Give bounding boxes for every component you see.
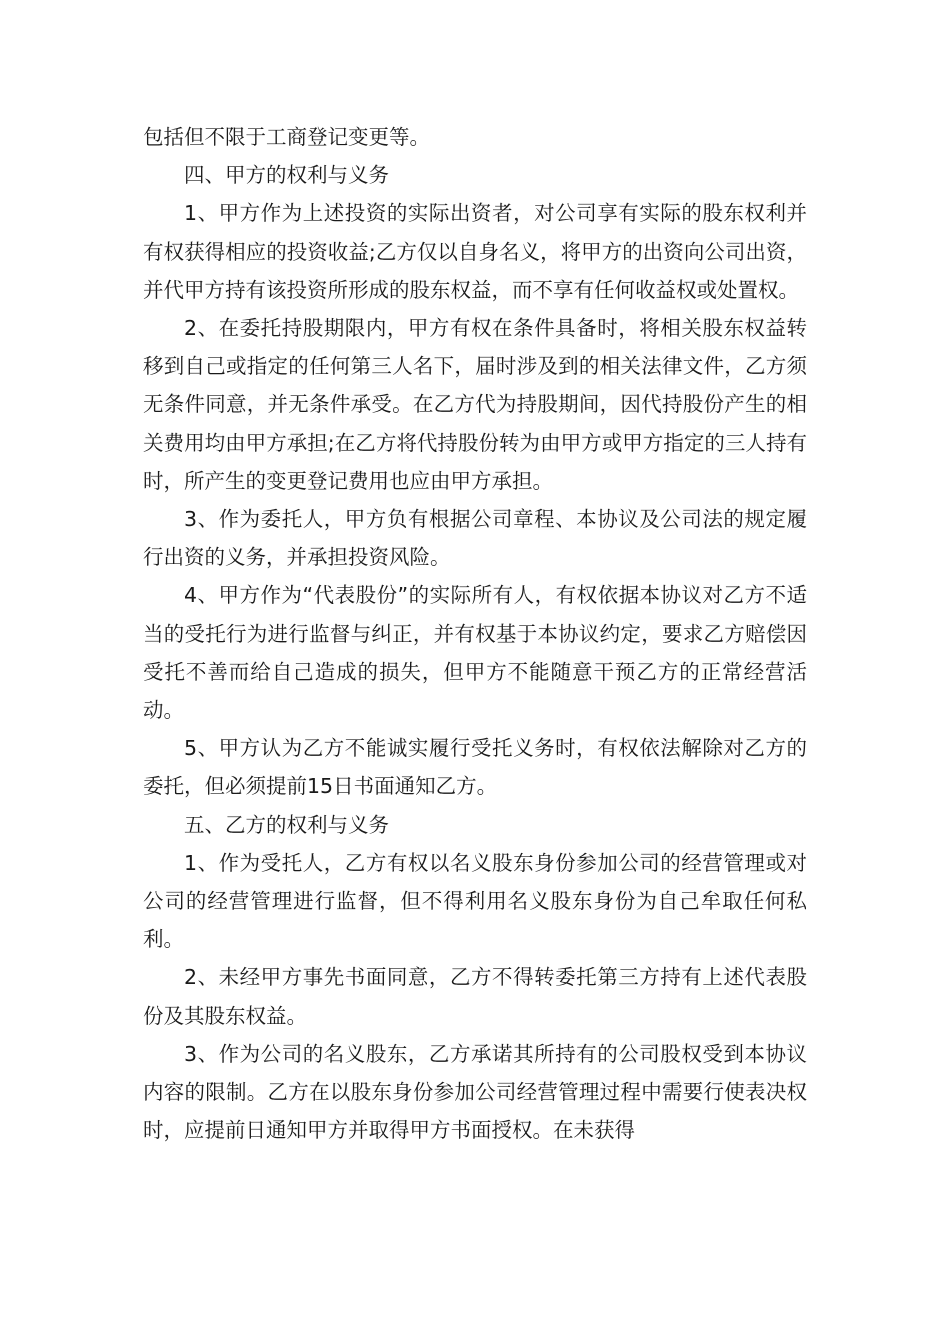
clause-a-1: 1、甲方作为上述投资的实际出资者，对公司享有实际的股东权利并有权获得相应的投资收益;乙方仅以自身名义，将甲方的出资向公司出资，并代甲方持有该投资所形成的股东权益，而不享有任何收益权或处置权。 (143, 201, 807, 302)
clause-a-4: 4、甲方作为“代表股份”的实际所有人，有权依据本协议对乙方不适当的受托行为进行监督与纠正，并有权基于本协议约定，要求乙方赔偿因受托不善而给自己造成的损失，但甲方不能随意干预乙方的正常经营活动。 (143, 583, 807, 723)
clause-b-3: 3、作为公司的名义股东，乙方承诺其所持有的公司股权受到本协议内容的限制。乙方在以股东身份参加公司经营管理过程中需要行使表决权时，应提前日通知甲方并取得甲方书面授权。在未获得 (143, 1041, 807, 1143)
clause-a-5: 5、甲方认为乙方不能诚实履行受托义务时，有权依法解除对乙方的委托，但必须提前15日书面通知乙方。 (143, 736, 807, 799)
section-heading-party-b-rights: 五、乙方的权利与义务 (184, 812, 389, 837)
clause-b-2: 2、未经甲方事先书面同意，乙方不得转委托第三方持有上述代表股份及其股东权益。 (143, 965, 807, 1028)
document-body (143, 118, 807, 1149)
clause-a-3: 3、作为委托人，甲方负有根据公司章程、本协议及公司法的规定履行出资的义务，并承担投资风险。 (143, 507, 807, 570)
paragraph-continuation: 包括但不限于工商登记变更等。 (143, 125, 430, 149)
section-heading-party-a-rights: 四、甲方的权利与义务 (184, 163, 389, 188)
clause-b-1: 1、作为受托人，乙方有权以名义股东身份参加公司的经营管理或对公司的经营管理进行监督，但不得利用名义股东身份为自己牟取任何私利。 (143, 850, 807, 952)
clause-a-2: 2、在委托持股期限内，甲方有权在条件具备时，将相关股东权益转移到自己或指定的任何第三人名下，届时涉及到的相关法律文件，乙方须无条件同意，并无条件承受。在乙方代为持股期间，因代持股份产生的相关费用均由甲方承担;在乙方将代持股份转为由甲方或甲方指定的三人持有时，所产生的变更登记费用也应由甲方承担。 (143, 316, 807, 493)
